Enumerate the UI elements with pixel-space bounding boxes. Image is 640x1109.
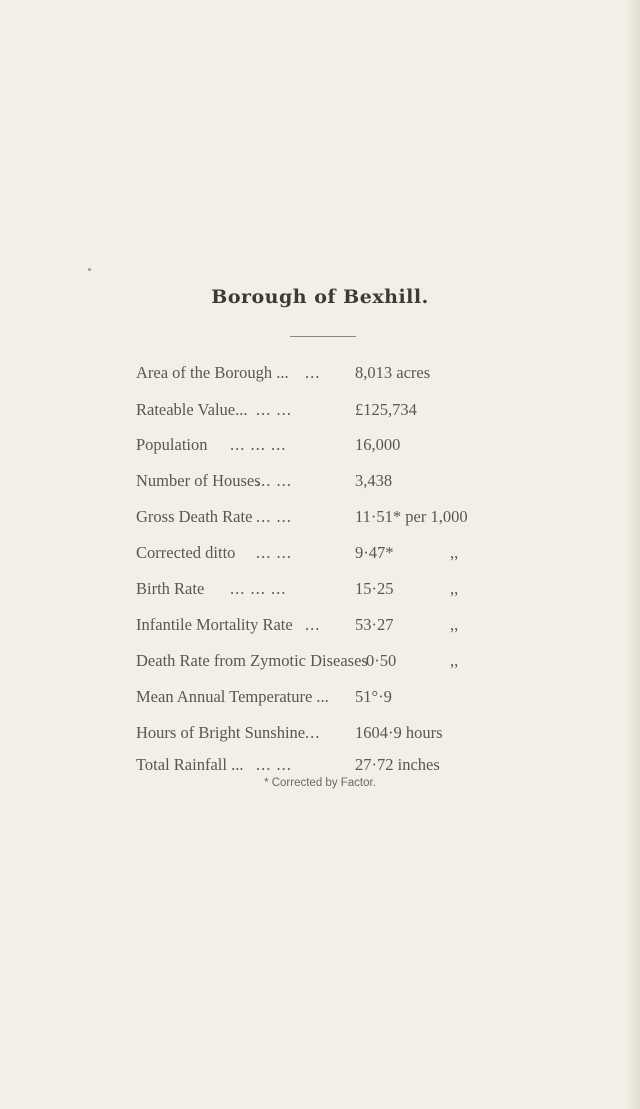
table-row	[0, 543, 640, 573]
row-value: 8,013 acres	[355, 363, 431, 382]
row-value: 53·27	[355, 615, 394, 634]
footnote: * Corrected by Factor.	[264, 777, 376, 789]
row-value: £125,734	[355, 400, 417, 419]
row-value: 16,000	[355, 435, 401, 454]
page-title: Borough of Bexhill.	[211, 286, 429, 308]
row-value: 0·50	[366, 651, 397, 670]
row-leader-dots: ... ... ...	[230, 579, 287, 598]
row-value: 3,438	[355, 471, 393, 490]
row-value: 27·72 inches	[355, 755, 440, 774]
row-leader-dots: ... ...	[256, 507, 292, 526]
row-value: 11·51* per 1,000	[355, 507, 468, 526]
row-label: Rateable Value...	[136, 400, 248, 419]
ditto-mark: ,,	[450, 543, 459, 562]
row-label: Number of Houses	[136, 471, 261, 490]
row-label: Mean Annual Temperature ...	[136, 687, 329, 706]
row-leader-dots: ... ...	[256, 755, 292, 774]
row-label: Total Rainfall ...	[136, 755, 244, 774]
table-row	[0, 615, 640, 645]
row-leader-dots: ...	[305, 363, 321, 382]
table-row	[0, 435, 640, 465]
table-row	[0, 651, 640, 681]
row-label: Death Rate from Zymotic Diseases	[136, 651, 368, 670]
ditto-mark: ,,	[450, 651, 459, 670]
table-row	[0, 471, 640, 501]
row-leader-dots: ...	[305, 615, 321, 634]
table-row	[0, 723, 640, 753]
row-label: Area of the Borough ...	[136, 363, 289, 382]
table-row	[0, 579, 640, 609]
row-leader-dots: ... ... ...	[230, 435, 287, 454]
row-label: Corrected ditto	[136, 543, 236, 562]
row-leader-dots: ... ...	[256, 400, 292, 419]
paper-speck	[88, 268, 91, 271]
table-row	[0, 687, 640, 717]
row-label: Population	[136, 435, 208, 454]
title-divider	[290, 336, 356, 337]
row-label: Birth Rate	[136, 579, 205, 598]
table-row	[0, 363, 640, 393]
row-value: 1604·9 hours	[355, 723, 443, 742]
ditto-mark: ,,	[450, 579, 459, 598]
ditto-mark: ,,	[450, 615, 459, 634]
row-leader-dots: ... ...	[256, 543, 292, 562]
row-value: 51°·9	[355, 687, 392, 706]
row-label: Infantile Mortality Rate	[136, 615, 293, 634]
row-value: 9·47*	[355, 543, 394, 562]
row-label: Gross Death Rate	[136, 507, 253, 526]
row-leader-dots: ...	[305, 723, 321, 742]
table-row	[0, 507, 640, 537]
table-row	[0, 400, 640, 430]
row-label: Hours of Bright Sunshine	[136, 723, 306, 742]
row-value: 15·25	[355, 579, 394, 598]
row-leader-dots: ... ...	[256, 471, 292, 490]
